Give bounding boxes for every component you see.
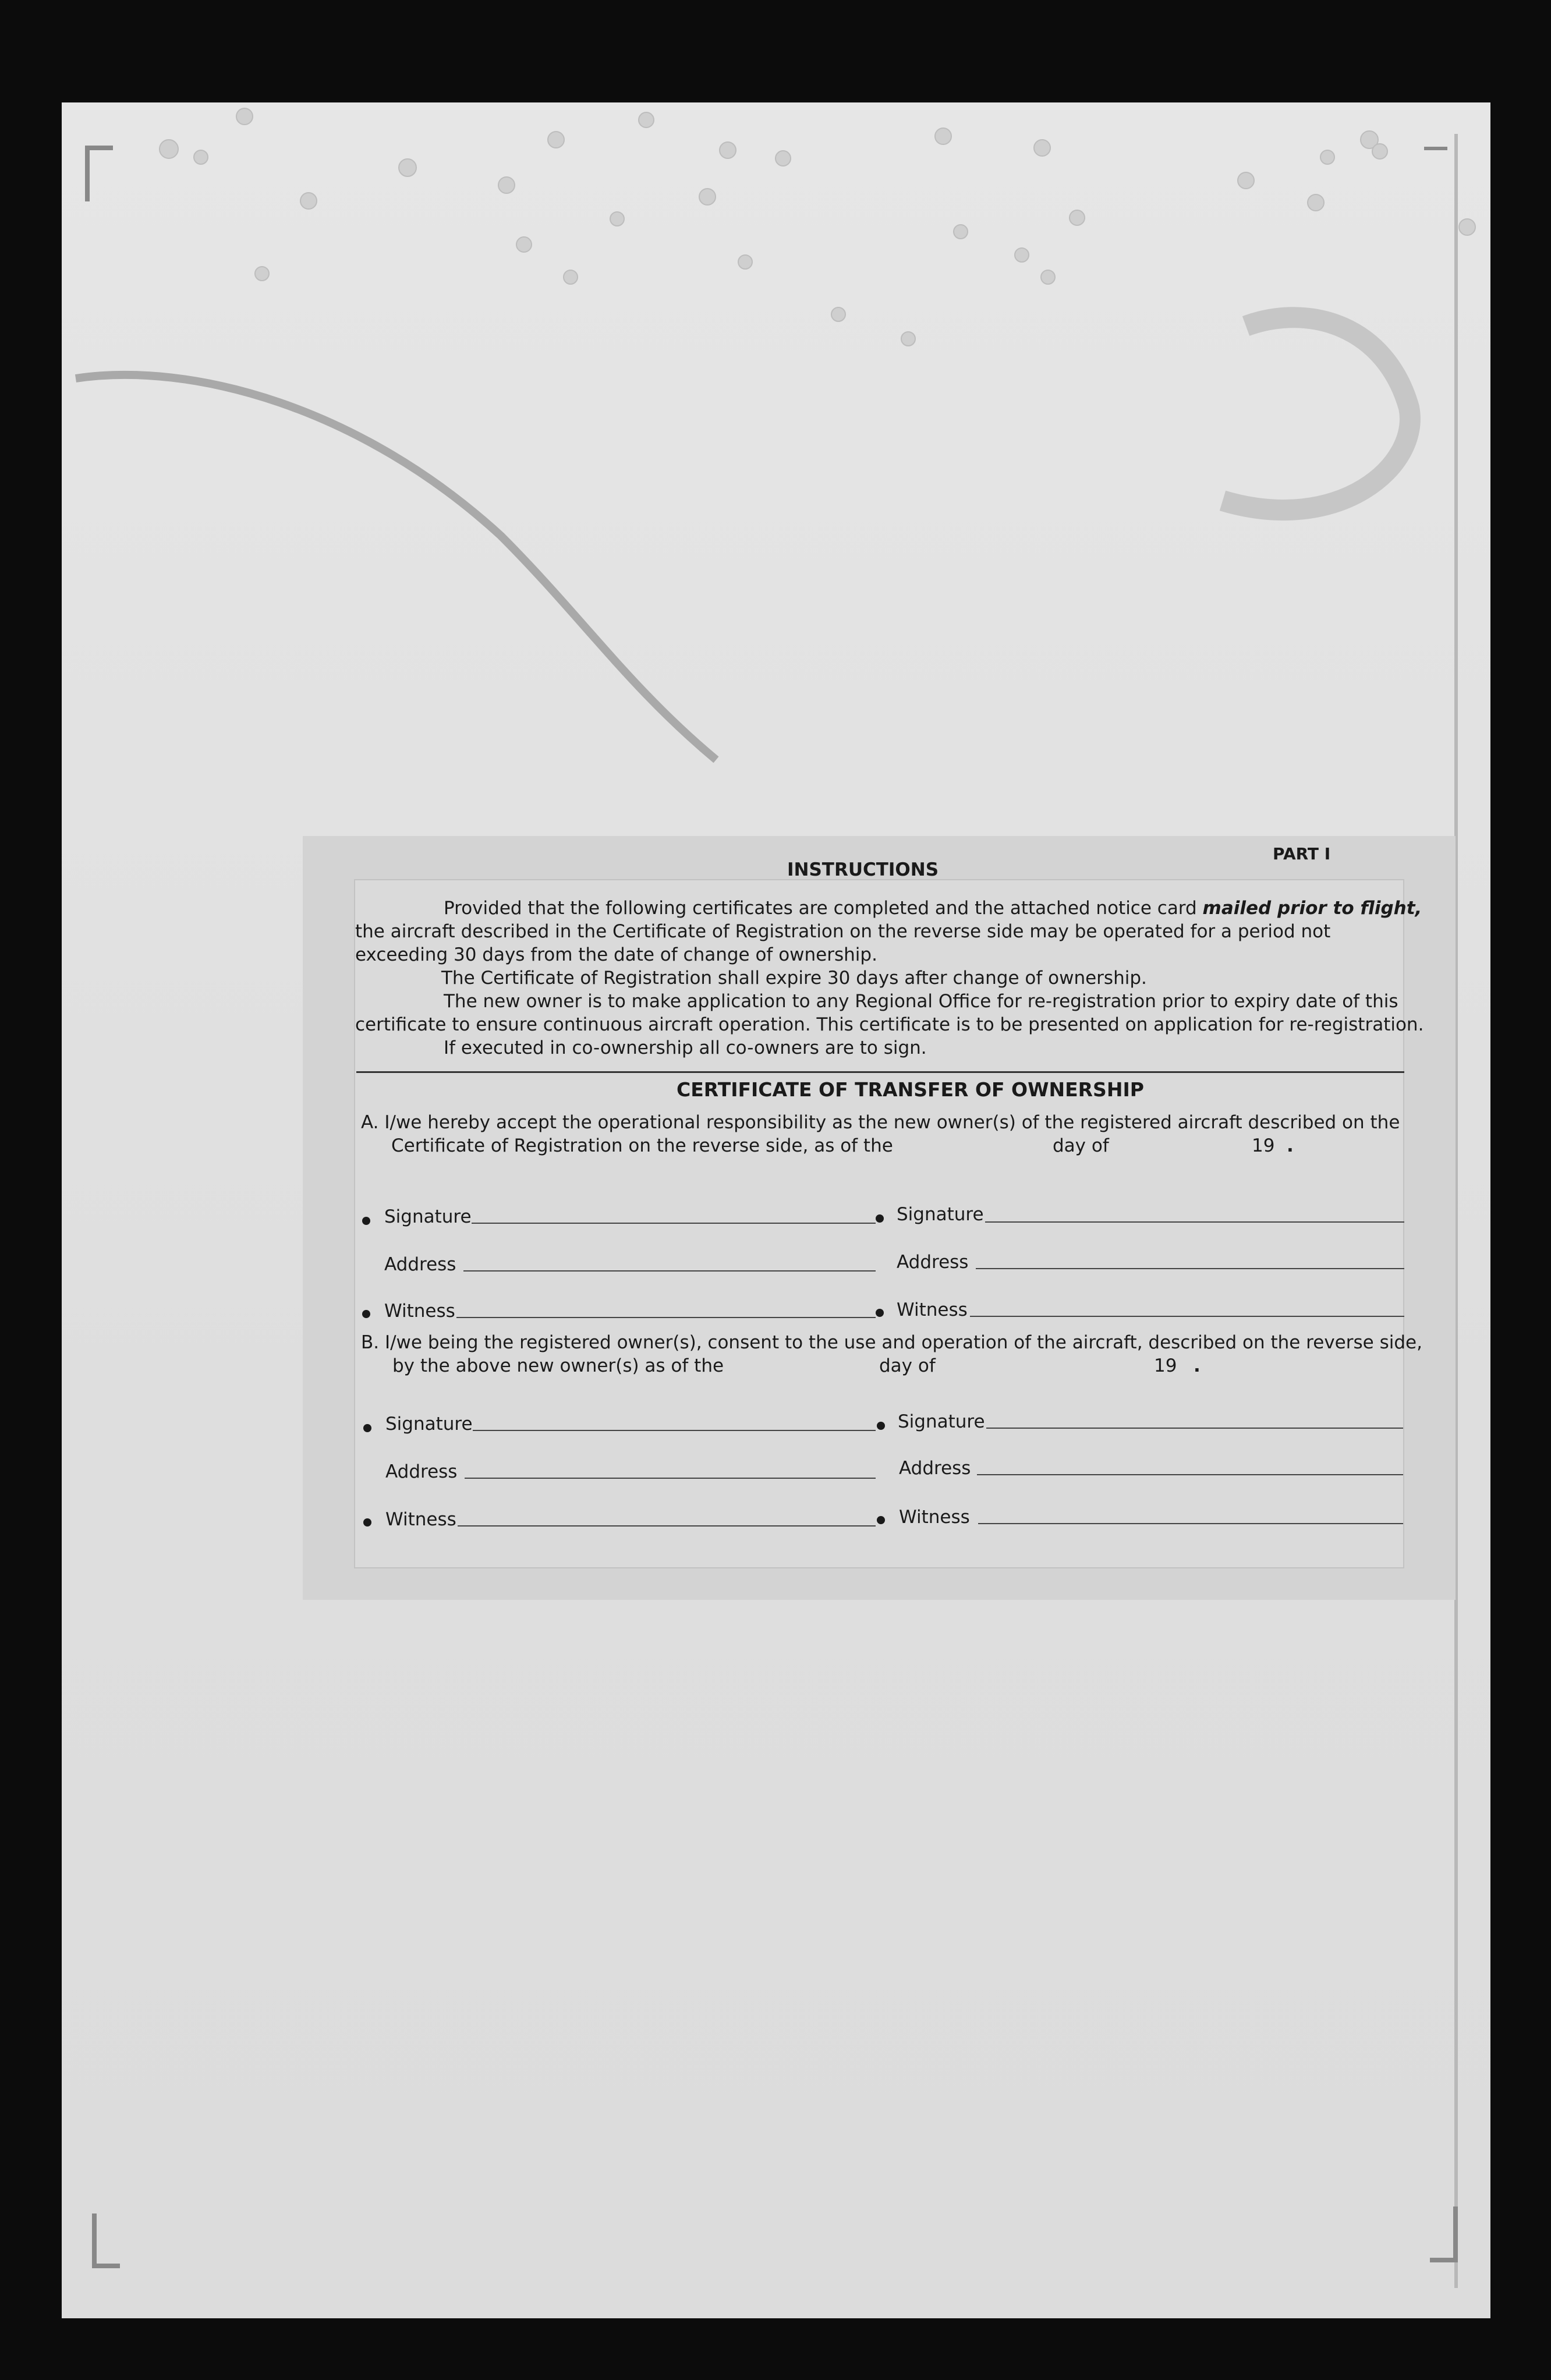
- instructions-paragraph-3-line-2: certificate to ensure continuous aircraft operation. This certificate is to be presented on application for re-registration.: [355, 1014, 1424, 1035]
- b-owner-2-signature-field[interactable]: [986, 1428, 1403, 1429]
- section-a-day-of: day of: [1053, 1135, 1109, 1156]
- bullet: [363, 1424, 371, 1432]
- section-b-line-2: by the above new owner(s) as of the: [392, 1355, 724, 1376]
- b-owner-witness-field[interactable]: [458, 1525, 876, 1527]
- bullet: [876, 1309, 884, 1317]
- a-new-owner-witness-field[interactable]: [456, 1317, 876, 1318]
- b-owner-2-address-field[interactable]: [977, 1474, 1403, 1475]
- crop-mark-bottom-left: [92, 2213, 120, 2268]
- instructions-title: INSTRUCTIONS: [787, 859, 939, 880]
- b-owner-2-witness-label: Witness: [899, 1507, 970, 1528]
- a-new-owner-signature-label: Signature: [384, 1206, 472, 1227]
- a-new-owner-2-signature-field[interactable]: [985, 1221, 1404, 1223]
- instructions-paragraph-1: Provided that the following certificates are completed and the attached notice card mailed prior to flight,: [444, 898, 1422, 919]
- crop-mark-bottom-right: [1430, 2207, 1458, 2262]
- section-a-line-1: A. I/we hereby accept the operational responsibility as the new owner(s) of the registered aircraft described on the: [361, 1112, 1400, 1133]
- section-divider: [356, 1071, 1404, 1073]
- stain-marks: [0, 0, 1551, 815]
- b-owner-address-field[interactable]: [465, 1478, 876, 1479]
- section-b-year: 19: [1154, 1355, 1177, 1376]
- bullet: [362, 1217, 370, 1225]
- certificate-title: CERTIFICATE OF TRANSFER OF OWNERSHIP: [677, 1078, 1144, 1101]
- b-owner-signature-field[interactable]: [473, 1430, 876, 1431]
- instructions-paragraph-2: The Certificate of Registration shall expire 30 days after change of ownership.: [441, 968, 1147, 989]
- section-b-line-1: B. I/we being the registered owner(s), consent to the use and operation of the aircraft, described on the reverse side,: [361, 1332, 1422, 1353]
- part-label: PART I: [1273, 844, 1331, 863]
- b-owner-signature-label: Signature: [385, 1414, 473, 1435]
- a-new-owner-2-address-label: Address: [897, 1252, 969, 1273]
- a-new-owner-2-witness-label: Witness: [897, 1299, 968, 1320]
- instructions-paragraph-3: The new owner is to make application to any Regional Office for re-registration prior to expiry date of this: [444, 991, 1398, 1012]
- a-new-owner-2-address-field[interactable]: [976, 1268, 1404, 1269]
- instructions-paragraph-1-line-3: exceeding 30 days from the date of change of ownership.: [355, 944, 877, 965]
- instructions-paragraph-1-line-2: the aircraft described in the Certificate of Registration on the reverse side may be operated for a period not: [355, 921, 1331, 942]
- a-new-owner-witness-label: Witness: [384, 1301, 455, 1322]
- b-owner-2-address-label: Address: [899, 1458, 971, 1479]
- bullet: [877, 1516, 885, 1524]
- a-new-owner-2-witness-field[interactable]: [970, 1316, 1404, 1317]
- a-new-owner-address-field[interactable]: [463, 1270, 876, 1272]
- bullet: [876, 1214, 884, 1223]
- transfer-form-card: [303, 836, 1456, 1600]
- a-new-owner-signature-field[interactable]: [472, 1223, 876, 1224]
- section-a-year: 19: [1252, 1135, 1275, 1156]
- a-new-owner-address-label: Address: [384, 1254, 456, 1275]
- a-new-owner-2-signature-label: Signature: [897, 1204, 984, 1225]
- section-a-line-2: Certificate of Registration on the reverse side, as of the: [391, 1135, 893, 1156]
- b-owner-witness-label: Witness: [385, 1509, 456, 1530]
- b-owner-address-label: Address: [385, 1461, 458, 1482]
- instructions-paragraph-4: If executed in co-ownership all co-owners are to sign.: [444, 1037, 927, 1058]
- b-owner-2-witness-field[interactable]: [978, 1523, 1403, 1524]
- b-owner-2-signature-label: Signature: [898, 1411, 985, 1432]
- bullet: [363, 1518, 371, 1527]
- section-b-year-dot: .: [1194, 1355, 1201, 1376]
- section-a-year-dot: .: [1287, 1135, 1294, 1156]
- section-b-day-of: day of: [879, 1355, 936, 1376]
- bullet: [362, 1310, 370, 1318]
- bullet: [877, 1422, 885, 1430]
